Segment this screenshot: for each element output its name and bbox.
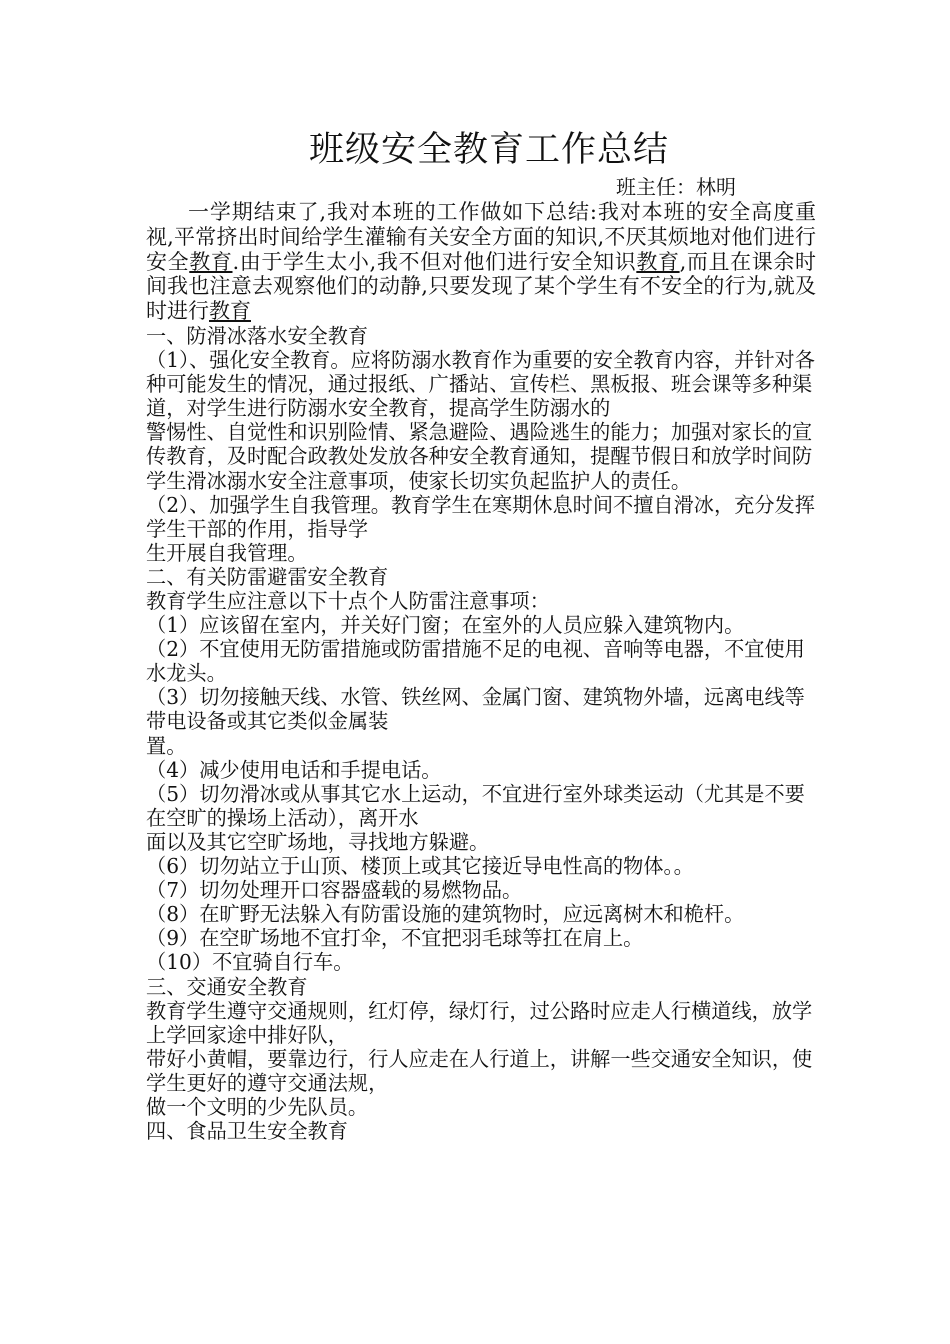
list-item: （6）切勿站立于山顶、楼顶上或其它接近导电性高的物体。。 [146,854,694,879]
document-page [146,126,816,1143]
section-heading-2: 二、有关防雷避雷安全教育 [146,564,389,589]
list-item: （10）不宜骑自行车。 [146,950,354,975]
intro-underlined-1: 教育 [189,249,233,274]
document-title: 班级安全教育工作总结 [308,130,669,170]
intro-text-2: .由于学生太小,我不但对他们进行安全知识 [232,249,637,274]
author-line: 班主任：林明 [616,175,736,199]
body-line: 教育学生遵守交通规则，红灯停，绿灯行，过公路时应走人行横道线，放学上学回家途中排好队， [146,998,813,1047]
intro-paragraph [146,200,816,324]
body-line: 生开展自我管理。 [146,540,308,565]
body-line: 带好小黄帽，要靠边行，行人应走在人行道上，讲解一些交通安全知识，使学生更好的遵守交通法规， [146,1046,813,1095]
intro-text-3: ,而且在课余时间我也注意去观察他们的动静,只要发现了某个学生有不安全的行为,就及时进行 [146,249,816,324]
list-item: （2）不宜使用无防雷措施或防雷措施不足的电视、音响等电器，不宜使用水龙头。 [146,637,805,686]
section-heading-3: 三、交通安全教育 [146,974,308,999]
list-item: （3）切勿接触天线、水管、铁丝网、金属门窗、建筑物外墙，远离电线等带电设备或其它类似金属装 [146,685,805,734]
list-item: （8）在旷野无法躲入有防雷设施的建筑物时，应远离树木和桅杆。 [146,902,745,927]
body-line: 警惕性、自觉性和识别险情、紧急避险、遇险逃生的能力；加强对家长的宣传教育，及时配合政教处发放各种安全教育通知，提醒节假日和放学时间防学生滑冰溺水安全注意事项，使家长切实负起监护人的责任。 [146,420,813,493]
list-item: （5）切勿滑冰或从事其它水上运动，不宜进行室外球类运动（尤其是不要在空旷的操场上活动），离开水 [146,781,805,830]
section-heading-1: 一、防滑冰落水安全教育 [146,323,369,348]
intro-text-1: 一学期结束了,我对本班的工作做如下总结:我对本班的安全高度重视,平常挤出时间给学生灌输有关安全方面的知识,不厌其烦地对他们进行安全 [146,200,816,274]
list-item: （9）在空旷场地不宜打伞，不宜把羽毛球等扛在肩上。 [146,926,644,951]
body-line: （1）、强化安全教育。应将防溺水教育作为重要的安全教育内容，并针对各种可能发生的情况，通过报纸、广播站、宣传栏、黑板报、班会课等多种渠道，对学生进行防溺水安全教育，提高学生防溺水的 [146,348,815,421]
list-item: （4）减少使用电话和手提电话。 [146,757,442,782]
body-line: 教育学生应注意以下十点个人防雷注意事项： [146,589,550,614]
body-line: 做一个文明的少先队员。 [146,1094,369,1119]
list-item: （7）切勿处理开口容器盛载的易燃物品。 [146,878,523,903]
list-item: 置。 [146,733,187,758]
intro-underlined-3: 教育 [209,299,251,324]
list-item: （1）应该留在室内，并关好门窗；在室外的人员应躲入建筑物内。 [146,613,745,638]
intro-underlined-2: 教育 [636,249,680,274]
body-line: （2）、加强学生自我管理。教育学生在寒期休息时间不擅自滑冰，充分发挥学生干部的作用，指导学 [146,492,815,541]
list-item: 面以及其它空旷场地，寻找地方躲避。 [146,829,490,854]
section-heading-4: 四、食品卫生安全教育 [146,1119,348,1144]
